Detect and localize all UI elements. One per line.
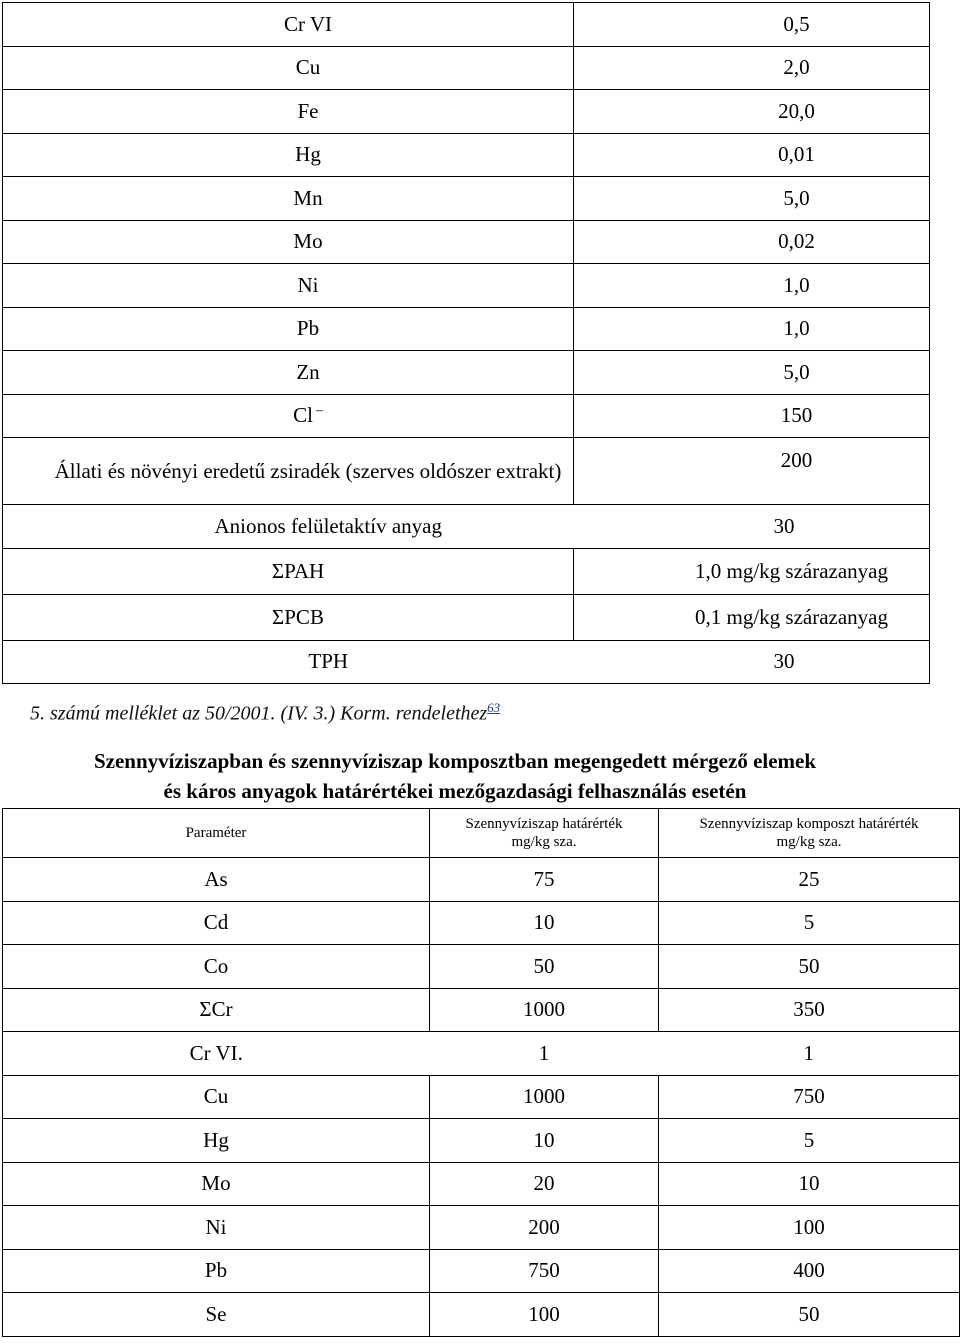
header-sludge-line-1: Szennyvíziszap határérték (465, 816, 623, 832)
param-cell: Mo (3, 220, 574, 264)
table-row (3, 3, 930, 47)
param-cell (3, 394, 574, 438)
param-cell: ΣPCB (3, 594, 574, 640)
param-cell: TPH (3, 640, 574, 684)
value-cell: 0,1 mg/kg szárazanyag (574, 594, 930, 640)
table-row (3, 594, 930, 640)
param-cell (3, 438, 574, 505)
sludge-cell: 10 (430, 1119, 659, 1163)
header-sludge (430, 809, 659, 858)
sludge-cell: 75 (430, 858, 659, 902)
param-cell: Hg (3, 1119, 430, 1163)
compost-cell: 750 (659, 1075, 960, 1119)
param-cell: Cr VI. (3, 1032, 430, 1076)
table-row (3, 1119, 960, 1163)
sludge-cell: 1 (430, 1032, 659, 1076)
param-line-1: Állati és növényi eredetű zsiradék (54, 459, 341, 483)
header-param: Paraméter (3, 809, 430, 858)
table-row (3, 133, 930, 177)
table-row (3, 1293, 960, 1337)
value-cell (574, 640, 930, 684)
value-cell: 5,0 (574, 351, 930, 395)
table-row (3, 264, 930, 308)
table-row (3, 505, 930, 549)
value-cell: 1,0 (574, 307, 930, 351)
param-cell: ΣPAH (3, 548, 574, 594)
compost-cell: 5 (659, 1119, 960, 1163)
value-cell: 1,0 (574, 264, 930, 308)
table-row (3, 901, 960, 945)
table-row (3, 351, 930, 395)
table-row (3, 1032, 960, 1076)
param-cell: Ni (3, 1206, 430, 1250)
header-compost (659, 809, 960, 858)
annex-reference (30, 700, 500, 726)
table-row (3, 1206, 960, 1250)
header-compost-line-2: mg/kg sza. (776, 834, 842, 850)
param-cell: Cu (3, 46, 574, 90)
compost-cell: 400 (659, 1249, 960, 1293)
param-cell: Cu (3, 1075, 430, 1119)
table-row (3, 220, 930, 264)
compost-cell: 1 (659, 1032, 960, 1076)
param-cell: Anionos felületaktív anyag (3, 505, 574, 549)
param-cell: Pb (3, 1249, 430, 1293)
value-cell: 150 (574, 394, 930, 438)
table-row (3, 945, 960, 989)
sludge-cell: 10 (430, 901, 659, 945)
param-cell: Zn (3, 351, 574, 395)
param-cell: Cd (3, 901, 430, 945)
compost-cell: 50 (659, 945, 960, 989)
table-row (3, 307, 930, 351)
param-cell: Se (3, 1293, 430, 1337)
table-row (3, 1249, 960, 1293)
value-cell: 20,0 (574, 90, 930, 134)
table-row (3, 1162, 960, 1206)
table-row (3, 90, 930, 134)
value-cell: 200 (574, 438, 930, 505)
param-cell: Mo (3, 1162, 430, 1206)
header-sludge-line-2: mg/kg sza. (511, 834, 577, 850)
sludge-cell: 1000 (430, 1075, 659, 1119)
compost-cell: 50 (659, 1293, 960, 1337)
value-cell: 0,02 (574, 220, 930, 264)
param-cell: Pb (3, 307, 574, 351)
annex-text: 5. számú melléklet az 50/2001. (IV. 3.) Korm. rendelethez (30, 702, 488, 725)
sludge-cell: 100 (430, 1293, 659, 1337)
footnote-link[interactable]: 63 (487, 700, 501, 715)
sludge-cell: 20 (430, 1162, 659, 1206)
param-cell: Cr VI (3, 3, 574, 47)
table-row (3, 988, 960, 1032)
sludge-cell: 1000 (430, 988, 659, 1032)
param-cell: ΣCr (3, 988, 430, 1032)
param-text: Cl (293, 403, 313, 428)
table-row (3, 640, 930, 684)
title-line-2: és káros anyagok határértékei mezőgazdasági felhasználás esetén (163, 779, 747, 803)
compost-cell: 25 (659, 858, 960, 902)
sludge-cell: 50 (430, 945, 659, 989)
sludge-cell: 750 (430, 1249, 659, 1293)
compost-cell: 10 (659, 1162, 960, 1206)
table-row (3, 548, 930, 594)
param-cell: Ni (3, 264, 574, 308)
limits-table-1 (2, 2, 930, 684)
param-cell: Hg (3, 133, 574, 177)
param-cell: Fe (3, 90, 574, 134)
compost-cell: 5 (659, 901, 960, 945)
param-superscript: – (315, 403, 323, 419)
value-cell: 1,0 mg/kg szárazanyag (574, 548, 930, 594)
table-row (3, 438, 930, 505)
limits-table-2 (2, 808, 960, 1337)
value-cell: 0,5 (574, 3, 930, 47)
value-cell: 5,0 (574, 177, 930, 221)
value-cell: 0,01 (574, 133, 930, 177)
table-row (3, 858, 960, 902)
table-row (3, 394, 930, 438)
value-cell (574, 505, 930, 549)
param-line-2: (szerves oldószer extrakt) (345, 459, 562, 483)
value-text: 30 (773, 513, 795, 538)
table-row (3, 177, 930, 221)
sludge-cell: 200 (430, 1206, 659, 1250)
table-row (3, 46, 930, 90)
header-compost-line-1: Szennyvíziszap komposzt határérték (699, 816, 919, 832)
param-cell: Mn (3, 177, 574, 221)
compost-cell: 100 (659, 1206, 960, 1250)
value-cell: 2,0 (574, 46, 930, 90)
table-header-row (3, 809, 960, 858)
compost-cell: 350 (659, 988, 960, 1032)
table-row (3, 1075, 960, 1119)
title-line-1: Szennyvíziszapban és szennyvíziszap komposztban megengedett mérgező elemek (93, 749, 817, 773)
param-cell: Co (3, 945, 430, 989)
section-title (0, 746, 910, 806)
param-cell: As (3, 858, 430, 902)
value-text: 30 (773, 649, 795, 674)
